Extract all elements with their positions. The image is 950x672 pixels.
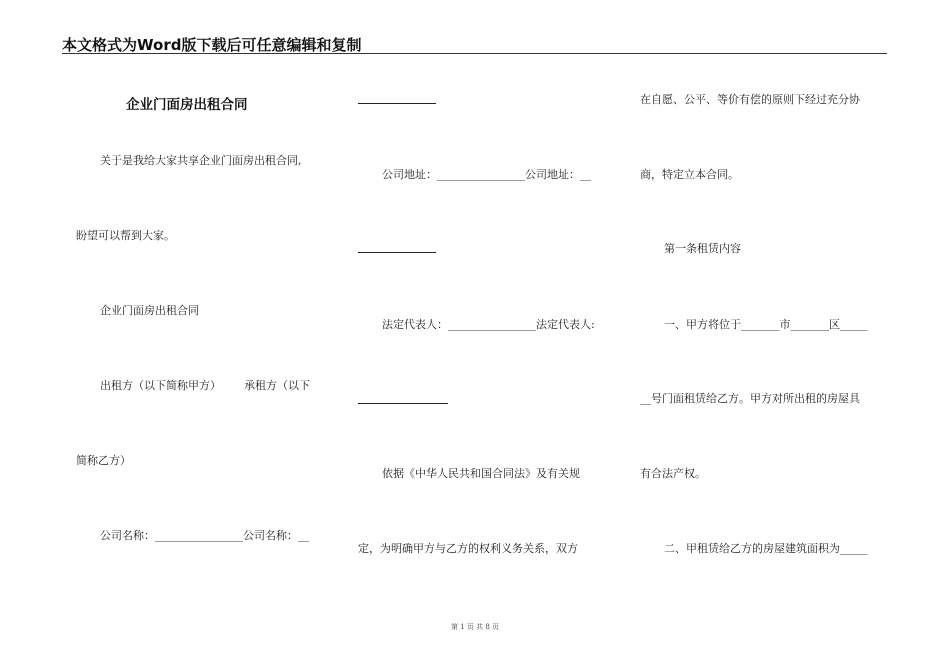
preamble-line-2: 商，特定立本合同。	[640, 168, 739, 181]
company-name-line: 公司名称：________________公司名称：__	[100, 529, 309, 542]
lessee-label: 承租方（以下	[244, 379, 310, 392]
lessee-label-cont: 简称乙方）	[76, 454, 131, 467]
clause-1-line-2: __号门面租赁给乙方。甲方对所出租的房屋具	[640, 392, 860, 405]
intro-line-1: 关于是我给大家共享企业门面房出租合同,	[100, 154, 302, 167]
blank-line-2	[358, 252, 436, 253]
clause-2-line-1: 二、甲租赁给乙方的房屋建筑面积为_____	[664, 542, 868, 555]
preamble-line-1: 在自愿、公平、等价有偿的原则下经过充分协	[640, 93, 860, 106]
article-1-heading: 第一条租赁内容	[664, 242, 741, 255]
legal-representative-line: 法定代表人：________________法定代表人:	[382, 318, 595, 331]
legal-basis-line-2: 定，为明确甲方与乙方的权利义务关系，双方	[358, 542, 578, 555]
header-rule	[62, 53, 887, 54]
clause-1-line-3: 有合法产权。	[640, 467, 706, 480]
contract-subtitle: 企业门面房出租合同	[100, 304, 199, 317]
lessor-label: 出租方（以下简称甲方）	[100, 379, 221, 392]
page-number: 第 1 页 共 8 页	[450, 623, 500, 631]
contract-title: 企业门面房出租合同	[126, 97, 248, 113]
company-address-line: 公司地址：________________公司地址：__	[382, 168, 591, 181]
blank-line-1	[358, 103, 436, 104]
document-banner: 本文格式为Word版下载后可任意编辑和复制	[62, 36, 362, 54]
legal-basis-line-1: 依据《中华人民共和国合同法》及有关规	[382, 467, 580, 480]
clause-1-line-1: 一、甲方将位于_______市_______区_____	[664, 318, 868, 331]
blank-line-3	[358, 403, 448, 404]
intro-line-2: 盼望可以帮到大家。	[76, 229, 175, 242]
